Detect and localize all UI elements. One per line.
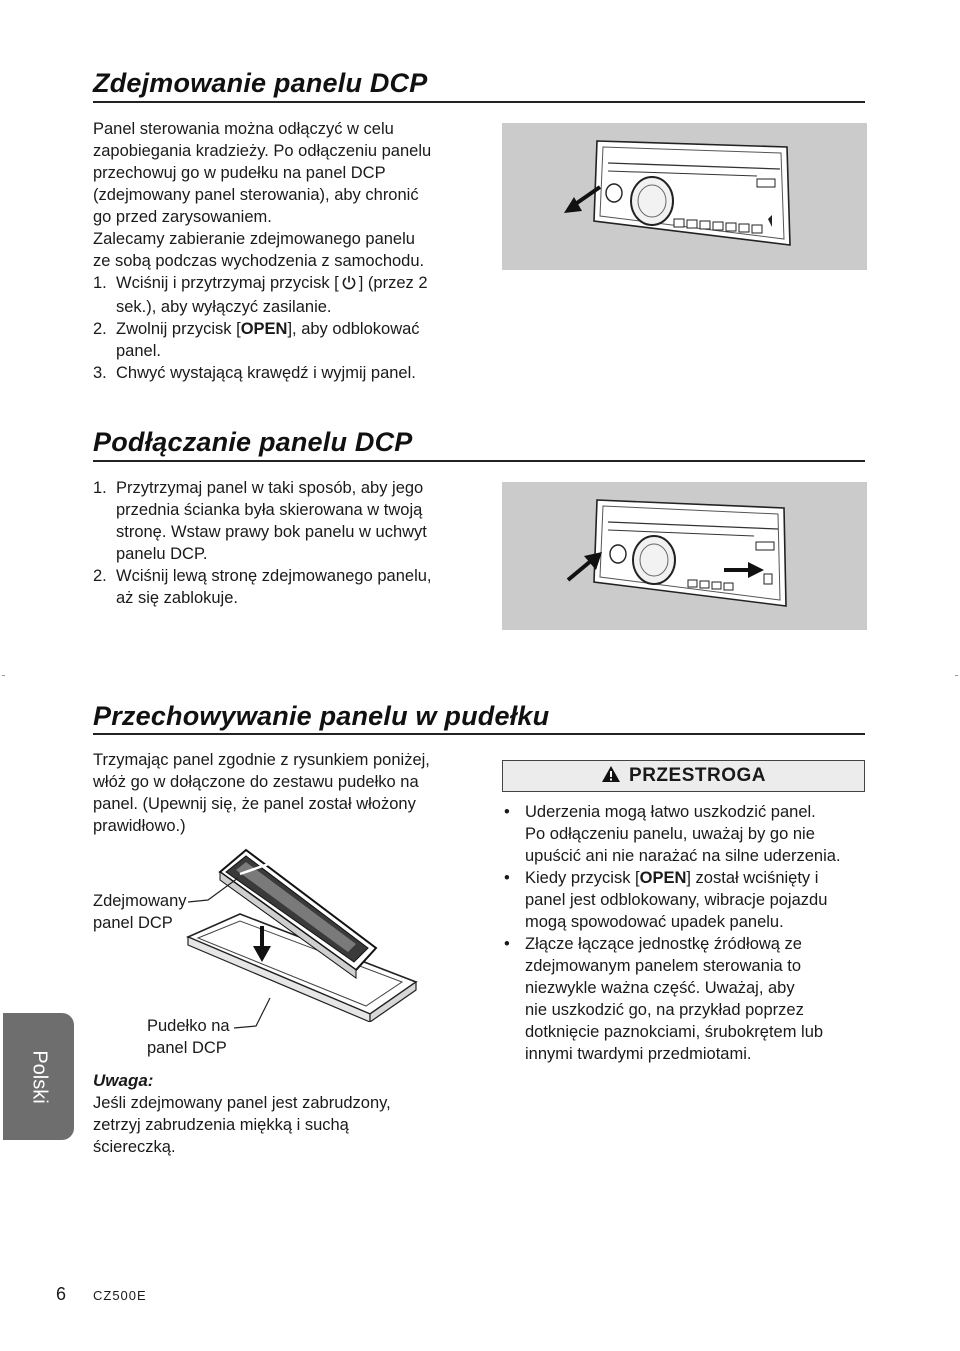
store-panel-text bbox=[93, 749, 493, 837]
caution-line: zdejmowanym panelem sterowania to bbox=[525, 957, 802, 975]
bullet: • bbox=[504, 869, 510, 887]
step-number: 2. bbox=[93, 320, 107, 338]
open-key-label: OPEN bbox=[639, 869, 687, 887]
step-item bbox=[93, 318, 493, 362]
intro-line: zapobiegania kradzieży. Po odłączeniu panelu bbox=[93, 142, 432, 160]
language-side-tab bbox=[3, 1013, 74, 1140]
step-text: Przytrzymaj panel w taki sposób, aby jego bbox=[116, 479, 424, 497]
step-text: panelu DCP. bbox=[116, 545, 208, 563]
intro-line: Zalecamy zabieranie zdejmowanego panelu bbox=[93, 230, 415, 248]
caution-line: Po odłączeniu panelu, uważaj by go nie bbox=[525, 825, 815, 843]
label-line: panel DCP bbox=[93, 914, 173, 932]
section-rule bbox=[93, 101, 865, 103]
step-number: 1. bbox=[93, 274, 107, 292]
intro-line: (zdejmowany panel sterowania), aby chronić bbox=[93, 186, 419, 204]
leader-line bbox=[186, 876, 246, 906]
step-number: 1. bbox=[93, 479, 107, 497]
caution-line: Kiedy przycisk [ bbox=[525, 869, 640, 887]
note-line: Jeśli zdejmowany panel jest zabrudzony, bbox=[93, 1094, 391, 1112]
head-unit-illustration bbox=[502, 482, 867, 630]
intro-line: ze sobą podczas wychodzenia z samochodu. bbox=[93, 252, 425, 270]
caution-line: nie uszkodzić go, na przykład poprzez bbox=[525, 1001, 804, 1019]
storage-case-illustration bbox=[180, 842, 420, 1022]
caution-list bbox=[502, 801, 882, 1065]
step-item bbox=[93, 362, 493, 384]
caution-line: mogą spowodować upadek panelu. bbox=[525, 913, 784, 931]
caution-title: PRZESTROGA bbox=[629, 765, 766, 786]
label-line: Pudełko na bbox=[147, 1017, 230, 1035]
caution-line: Uderzenia mogą łatwo uszkodzić panel. bbox=[525, 803, 816, 821]
intro-line: włóż go w dołączone do zestawu pudełko na bbox=[93, 773, 419, 791]
bullet: • bbox=[504, 935, 510, 953]
margin-tick bbox=[2, 675, 5, 676]
step-item bbox=[93, 565, 493, 609]
intro-line: Panel sterowania można odłączyć w celu bbox=[93, 120, 394, 138]
step-number: 3. bbox=[93, 364, 107, 382]
intro-line: Trzymając panel zgodnie z rysunkiem poniżej, bbox=[93, 751, 430, 769]
note-block bbox=[93, 1070, 493, 1158]
language-label: Polski bbox=[28, 1049, 50, 1104]
caution-line: dotknięcie paznokciami, śrubokrętem lub bbox=[525, 1023, 824, 1041]
caution-line: innymi twardymi przedmiotami. bbox=[525, 1045, 752, 1063]
section-title-store-panel: Przechowywanie panelu w pudełku bbox=[93, 701, 550, 731]
section-rule bbox=[93, 460, 865, 462]
step-text: ] (przez 2 bbox=[358, 274, 428, 292]
note-title: Uwaga: bbox=[93, 1071, 154, 1090]
bullet: • bbox=[504, 803, 510, 821]
caution-line: panel jest odblokowany, wibracje pojazdu bbox=[525, 891, 828, 909]
section-rule bbox=[93, 733, 865, 735]
step-text: przednia ścianka była skierowana w twoją bbox=[116, 501, 423, 519]
step-text: Wciśnij i przytrzymaj przycisk [ bbox=[116, 274, 339, 292]
caution-item bbox=[502, 867, 882, 933]
step-item bbox=[93, 272, 493, 318]
intro-line: prawidłowo.) bbox=[93, 817, 186, 835]
figure-remove-panel bbox=[502, 123, 867, 270]
remove-panel-text bbox=[93, 118, 493, 384]
open-key-label: OPEN bbox=[240, 320, 288, 338]
attach-panel-text bbox=[93, 477, 493, 609]
page-number: 6 bbox=[56, 1284, 67, 1304]
label-line: Zdejmowany bbox=[93, 892, 187, 910]
section-title-attach-panel: Podłączanie panelu DCP bbox=[93, 427, 413, 457]
caution-line: niezwykle ważna część. Uważaj, aby bbox=[525, 979, 795, 997]
section-title-remove-panel: Zdejmowanie panelu DCP bbox=[93, 68, 428, 98]
label-line: panel DCP bbox=[147, 1039, 227, 1057]
caution-line: ] został wciśnięty i bbox=[686, 869, 819, 887]
step-text: ], aby odblokować bbox=[287, 320, 420, 338]
warning-triangle-icon bbox=[601, 765, 621, 788]
step-text: Zwolnij przycisk [ bbox=[116, 320, 241, 338]
step-number: 2. bbox=[93, 567, 107, 585]
step-item bbox=[93, 477, 493, 565]
head-unit-illustration bbox=[502, 123, 867, 270]
margin-tick bbox=[955, 675, 958, 676]
figure-attach-panel bbox=[502, 482, 867, 630]
step-text: panel. bbox=[116, 342, 161, 360]
leader-line bbox=[232, 996, 292, 1036]
note-line: zetrzyj zabrudzenia miękką i suchą bbox=[93, 1116, 349, 1134]
caution-line: upuścić ani nie narażać na silne uderzenia. bbox=[525, 847, 841, 865]
caution-item bbox=[502, 801, 882, 867]
step-text: Chwyć wystającą krawędź i wyjmij panel. bbox=[116, 364, 416, 382]
step-text: sek.), aby wyłączyć zasilanie. bbox=[116, 298, 332, 316]
note-line: ściereczką. bbox=[93, 1138, 176, 1156]
model-name: CZ500E bbox=[93, 1288, 147, 1303]
caution-line: Złącze łączące jednostkę źródłową ze bbox=[525, 935, 802, 953]
step-text: Wciśnij lewą stronę zdejmowanego panelu, bbox=[116, 567, 432, 585]
intro-line: panel. (Upewnij się, że panel został włożony bbox=[93, 795, 416, 813]
caution-item bbox=[502, 933, 882, 1065]
step-text: aż się zablokuje. bbox=[116, 589, 238, 607]
intro-line: przechowuj go w pudełku na panel DCP bbox=[93, 164, 386, 182]
power-icon bbox=[342, 274, 356, 296]
intro-line: go przed zarysowaniem. bbox=[93, 208, 272, 226]
step-text: stronę. Wstaw prawy bok panelu w uchwyt bbox=[116, 523, 427, 541]
caution-header bbox=[502, 760, 865, 792]
